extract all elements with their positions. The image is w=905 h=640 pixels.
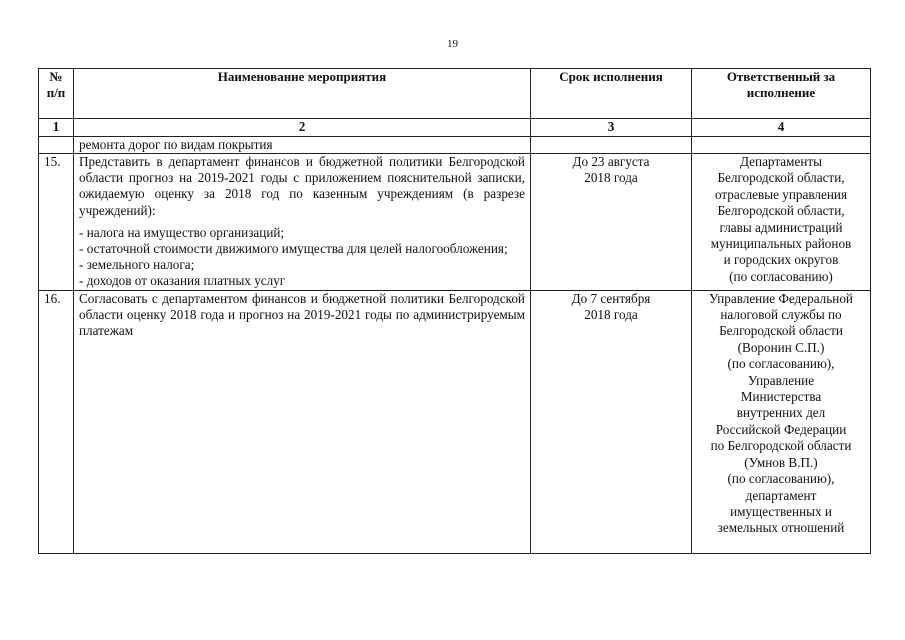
deadline: До 7 сентября 2018 года [531, 290, 692, 553]
responsible: Управление Федеральной налоговой службы по Белгородской области (Воронин С.П.) (по согласованию), Управление Министерства внутренних дел Российской Федерации по Белгородской области (Умнов В.П.) (по согласованию), департамент имущественных и земельных отношений [692, 290, 871, 553]
continuation-num-cell [39, 137, 74, 154]
measure-item: - доходов от оказания платных услуг [79, 273, 286, 289]
measure-name: Согласовать с департаментом финансов и бюджетной политики Белгородской области оценку 2018 года и прогноз на 2019-2021 годы по администрируемым платежам [74, 290, 531, 553]
column-number: 4 [692, 119, 871, 137]
measure-name [74, 154, 531, 291]
table-header-row [39, 69, 871, 119]
continuation-row [39, 137, 871, 154]
header-name: Наименование мероприятия [74, 69, 531, 119]
table-row [39, 290, 871, 553]
continuation-text: ремонта дорог по видам покрытия [74, 137, 531, 154]
table-row [39, 154, 871, 291]
measures-table [38, 68, 871, 554]
column-number: 1 [39, 119, 74, 137]
responsible: Департаменты Белгородской области, отраслевые управления Белгородской области, главы администраций муниципальных районов и городских округов (по согласованию) [692, 154, 871, 291]
measure-item: - налога на имущество организаций; [79, 224, 285, 240]
measure-item: - земельного налога; [79, 257, 195, 273]
header-responsible: Ответственный за исполнение [692, 69, 871, 119]
continuation-responsible-cell [692, 137, 871, 154]
column-number: 2 [74, 119, 531, 137]
header-num: № п/п [39, 69, 74, 119]
measure-item: - остаточной стоимости движимого имущества для целей налогообложения; [79, 241, 508, 257]
header-deadline: Срок исполнения [531, 69, 692, 119]
page-number: 19 [447, 38, 458, 50]
row-number: 15. [39, 154, 74, 291]
column-number: 3 [531, 119, 692, 137]
column-number-row [39, 119, 871, 137]
row-number: 16. [39, 290, 74, 553]
deadline: До 23 августа 2018 года [531, 154, 692, 291]
continuation-deadline-cell [531, 137, 692, 154]
measure-intro: Представить в департамент финансов и бюджетной политики Белгородской области прогноз на 2019-2021 годы с приложением пояснительной записки, ожидаемую оценку за 2018 год по казенным учреждениям (в разрезе учреждений): [79, 154, 525, 218]
